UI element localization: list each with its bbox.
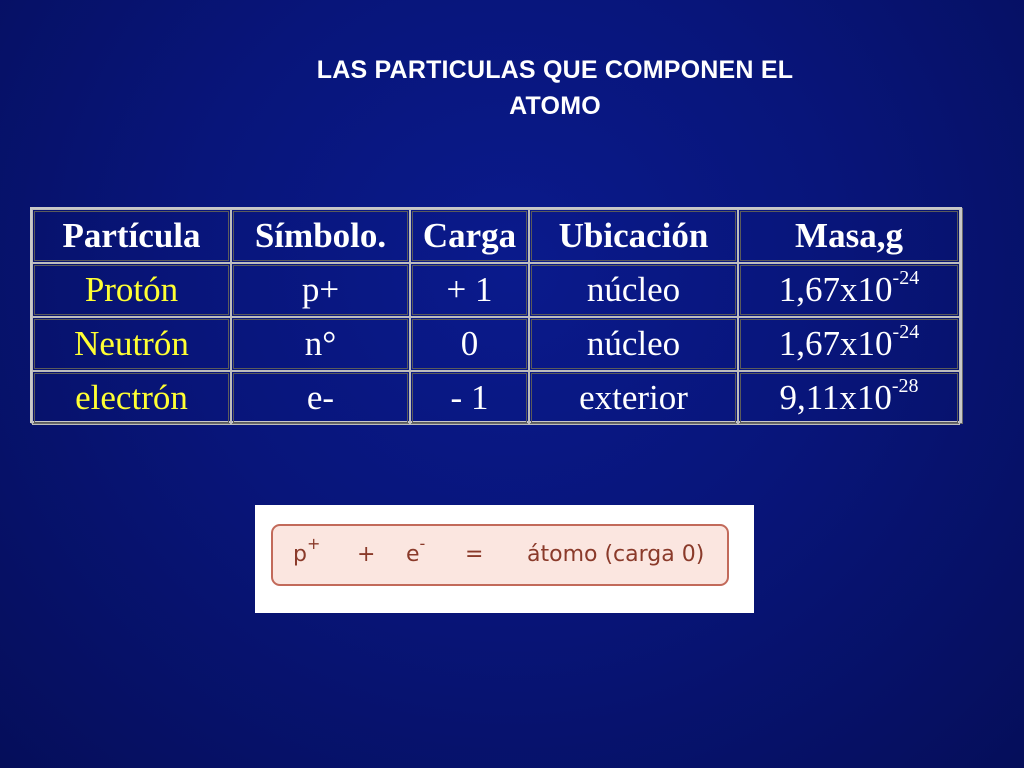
equation-proton [293,534,321,567]
header-mass: Masa,g [738,209,960,263]
cell-symbol: n° [231,317,410,371]
particles-table [32,209,960,425]
table-header-row [32,209,960,263]
header-symbol: Símbolo. [231,209,410,263]
header-particle: Partícula [32,209,231,263]
equation-plus: + [357,542,376,567]
cell-mass [738,263,960,317]
equation-proton-sup: + [306,534,321,553]
header-location: Ubicación [529,209,738,263]
cell-charge: 0 [410,317,529,371]
cell-particle: Neutrón [32,317,231,371]
equation-electron-sup: - [419,534,426,553]
cell-mass [738,317,960,371]
mass-exponent: -28 [891,375,919,398]
table-row [32,263,960,317]
equation-electron-letter: e [406,542,420,567]
table-row [32,371,960,425]
header-charge: Carga [410,209,529,263]
cell-particle: Protón [32,263,231,317]
cell-location: exterior [529,371,738,425]
slide-title [220,52,890,124]
cell-symbol: e- [231,371,410,425]
slide-title-line-1: LAS PARTICULAS QUE COMPONEN EL [316,56,794,84]
mass-base: 1,67x10 [778,270,893,309]
cell-location: núcleo [529,263,738,317]
equation-result: átomo (carga 0) [527,542,705,567]
cell-particle: electrón [32,371,231,425]
cell-location: núcleo [529,317,738,371]
cell-charge: - 1 [410,371,529,425]
mass-base: 1,67x10 [778,324,893,363]
equation-proton-letter: p [293,542,307,567]
cell-mass [738,371,960,425]
equation-equals: = [465,542,484,567]
mass-base: 9,11x10 [779,378,892,417]
table-row [32,317,960,371]
particles-table-container [30,207,962,423]
equation-image [255,505,754,613]
slide-title-line-2: ATOMO [509,92,601,120]
equation-electron [406,534,426,567]
cell-charge: + 1 [410,263,529,317]
mass-exponent: -24 [892,267,920,290]
cell-symbol: p+ [231,263,410,317]
equation-panel [271,524,729,586]
mass-exponent: -24 [892,321,920,344]
